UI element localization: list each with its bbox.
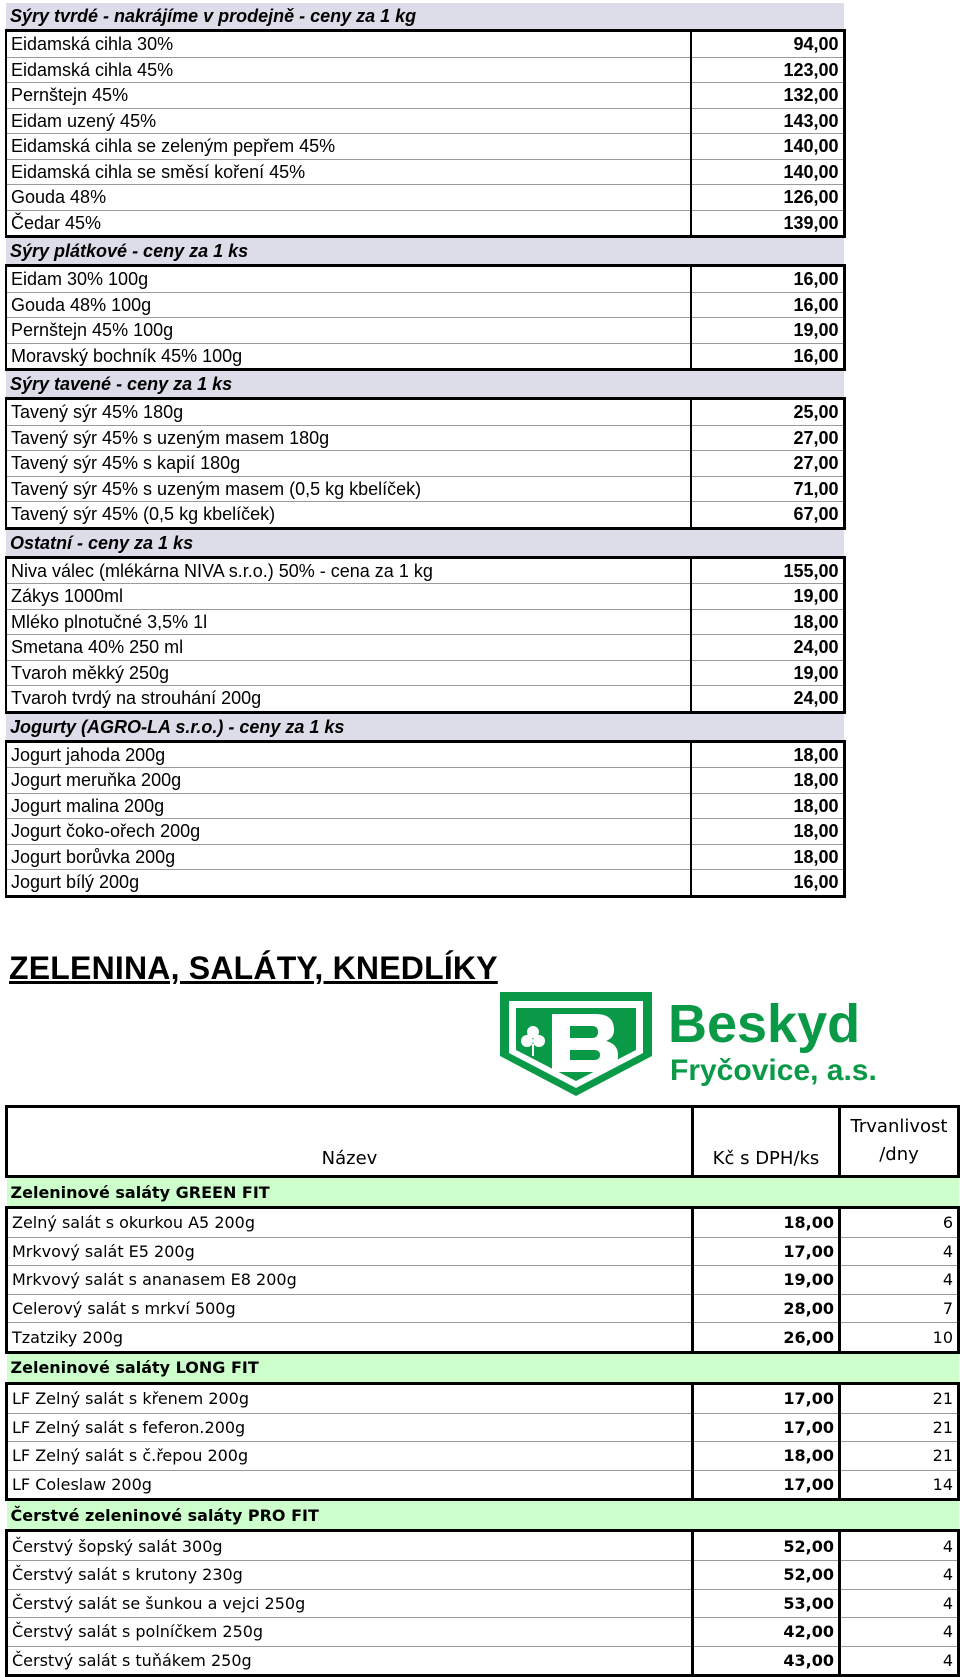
table-row [6,108,844,134]
category-row [7,1352,959,1383]
shelf-life-days: 4 [840,1589,959,1618]
product-name: Čerstvý salát se šunkou a vejci 250g [7,1589,693,1618]
shelf-life-days: 4 [840,1266,959,1295]
category-title: Čerstvé zeleninové saláty PRO FIT [7,1500,959,1531]
product-name: Čerstvý salát s krutony 230g [7,1560,693,1589]
shelf-life-days: 4 [840,1618,959,1647]
product-name: Zákys 1000ml [6,584,691,610]
table-row [6,57,844,83]
product-name: Tavený sýr 45% s kapií 180g [6,451,691,477]
table-row [6,292,844,318]
table-row [6,83,844,109]
product-name: LF Zelný salát s č.řepou 200g [7,1442,693,1471]
logo-sub-text: Fryčovice, a.s. [670,1054,877,1087]
product-name: Tvaroh tvrdý na strouhání 200g [6,686,691,713]
shelf-life-days: 21 [840,1442,959,1471]
table-row [6,584,844,610]
table-row [6,870,844,897]
product-price: 19,00 [693,1266,840,1295]
product-name: Eidam 30% 100g [6,266,691,293]
table-row [6,502,844,529]
category-title: Sýry plátkové - ceny za 1 ks [6,237,844,266]
product-price: 18,00 [691,768,844,794]
section-heading: ZELENINA, SALÁTY, KNEDLÍKY [9,950,498,986]
product-price: 28,00 [693,1294,840,1323]
table-row [6,31,844,58]
product-price: 155,00 [691,557,844,584]
shelf-life-days: 21 [840,1413,959,1442]
product-price: 52,00 [693,1560,840,1589]
table-row [7,1442,959,1471]
table-row [6,609,844,635]
header-price: Kč s DPH/ks [693,1107,840,1177]
table-row [6,399,844,426]
table-row [7,1237,959,1266]
shelf-life-days: 4 [840,1237,959,1266]
shelf-life-days: 6 [840,1208,959,1238]
product-price: 71,00 [691,476,844,502]
product-name: Čerstvý salát s polníčkem 250g [7,1618,693,1647]
product-price: 27,00 [691,425,844,451]
product-name: Eidamská cihla se zeleným pepřem 45% [6,134,691,160]
salad-table-header [7,1107,959,1177]
table-row [6,686,844,713]
logo-shield-icon [500,992,652,1096]
product-name: LF Zelný salát s křenem 200g [7,1383,693,1413]
table-row [7,1646,959,1676]
product-name: Jogurt malina 200g [6,793,691,819]
shelf-life-days: 4 [840,1646,959,1676]
table-row [7,1208,959,1238]
product-name: Čedar 45% [6,210,691,237]
product-name: Mrkvový salát s ananasem E8 200g [7,1266,693,1295]
product-price: 18,00 [693,1442,840,1471]
product-price: 52,00 [693,1531,840,1561]
product-name: Čerstvý salát s tuňákem 250g [7,1646,693,1676]
table-row [7,1560,959,1589]
product-price: 19,00 [691,660,844,686]
salad-price-table [5,1105,960,1677]
product-price: 19,00 [691,318,844,344]
product-price: 16,00 [691,343,844,370]
shelf-life-days: 4 [840,1560,959,1589]
product-name: Jogurt meruňka 200g [6,768,691,794]
category-row [6,528,844,557]
product-price: 94,00 [691,31,844,58]
product-price: 16,00 [691,292,844,318]
product-price: 132,00 [691,83,844,109]
product-name: Eidamská cihla 45% [6,57,691,83]
product-name: Tvaroh měkký 250g [6,660,691,686]
product-price: 17,00 [693,1413,840,1442]
product-price: 19,00 [691,584,844,610]
table-row [6,343,844,370]
table-row [6,819,844,845]
shelf-life-days: 21 [840,1383,959,1413]
product-name: Mléko plnotučné 3,5% 1l [6,609,691,635]
product-price: 17,00 [693,1237,840,1266]
category-title: Ostatní - ceny za 1 ks [6,528,844,557]
category-title: Sýry tvrdé - nakrájíme v prodejně - ceny za 1 kg [6,3,844,31]
product-price: 24,00 [691,635,844,661]
product-name: Tavený sýr 45% s uzeným masem 180g [6,425,691,451]
product-name: Pernštejn 45% 100g [6,318,691,344]
table-row [6,159,844,185]
header-shelf-line2: /dny [879,1144,919,1165]
product-name: Niva válec (mlékárna NIVA s.r.o.) 50% - cena za 1 kg [6,557,691,584]
table-row [6,741,844,768]
product-name: Eidam uzený 45% [6,108,691,134]
table-row [6,425,844,451]
table-row [6,660,844,686]
product-name: Tavený sýr 45% 180g [6,399,691,426]
table-row [6,793,844,819]
product-name: LF Coleslaw 200g [7,1470,693,1500]
category-title: Jogurty (AGRO-LA s.r.o.) - ceny za 1 ks [6,712,844,741]
header-shelf-life [840,1107,959,1177]
product-price: 140,00 [691,159,844,185]
dairy-price-table [5,3,846,898]
table-row [7,1294,959,1323]
shelf-life-days: 7 [840,1294,959,1323]
table-row [7,1413,959,1442]
table-row [6,557,844,584]
table-row [6,266,844,293]
product-price: 43,00 [693,1646,840,1676]
table-row [6,185,844,211]
product-name: Tavený sýr 45% s uzeným masem (0,5 kg kbelíček) [6,476,691,502]
product-price: 42,00 [693,1618,840,1647]
product-price: 139,00 [691,210,844,237]
table-row [6,476,844,502]
table-row [7,1589,959,1618]
product-name: Gouda 48% [6,185,691,211]
category-row [7,1500,959,1531]
product-price: 24,00 [691,686,844,713]
product-name: Eidamská cihla se směsí koření 45% [6,159,691,185]
category-row [7,1177,959,1208]
table-row [6,451,844,477]
product-price: 17,00 [693,1383,840,1413]
product-price: 18,00 [691,819,844,845]
category-row [6,237,844,266]
category-row [6,712,844,741]
product-name: Zelný salát s okurkou A5 200g [7,1208,693,1238]
product-name: Moravský bochník 45% 100g [6,343,691,370]
shelf-life-days: 4 [840,1531,959,1561]
table-row [6,768,844,794]
product-price: 26,00 [693,1323,840,1353]
category-title: Zeleninové saláty GREEN FIT [7,1177,959,1208]
category-title: Zeleninové saláty LONG FIT [7,1352,959,1383]
product-price: 27,00 [691,451,844,477]
product-name: Tavený sýr 45% (0,5 kg kbelíček) [6,502,691,529]
product-price: 18,00 [691,609,844,635]
product-name: Jogurt borůvka 200g [6,844,691,870]
header-shelf-line1: Trvanlivost [850,1116,948,1137]
table-row [7,1618,959,1647]
table-row [6,134,844,160]
table-row [7,1383,959,1413]
shelf-life-days: 10 [840,1323,959,1353]
product-name: Celerový salát s mrkví 500g [7,1294,693,1323]
product-price: 25,00 [691,399,844,426]
category-row [6,3,844,31]
product-price: 17,00 [693,1470,840,1500]
product-name: LF Zelný salát s feferon.200g [7,1413,693,1442]
table-row [7,1470,959,1500]
product-price: 18,00 [693,1208,840,1238]
product-name: Smetana 40% 250 ml [6,635,691,661]
beskyd-logo [500,992,940,1096]
product-price: 53,00 [693,1589,840,1618]
category-title: Sýry tavené - ceny za 1 ks [6,370,844,399]
table-row [6,318,844,344]
product-name: Čerstvý šopský salát 300g [7,1531,693,1561]
table-row [6,844,844,870]
table-row [7,1323,959,1353]
product-name: Tzatziky 200g [7,1323,693,1353]
product-price: 67,00 [691,502,844,529]
table-row [7,1266,959,1295]
product-price: 18,00 [691,741,844,768]
category-row [6,370,844,399]
header-name: Název [7,1107,693,1177]
product-name: Jogurt čoko-ořech 200g [6,819,691,845]
product-name: Pernštejn 45% [6,83,691,109]
table-row [6,210,844,237]
product-name: Jogurt jahoda 200g [6,741,691,768]
product-name: Eidamská cihla 30% [6,31,691,58]
logo-brand-text: Beskyd [668,994,861,1054]
product-price: 140,00 [691,134,844,160]
product-name: Mrkvový salát E5 200g [7,1237,693,1266]
product-price: 18,00 [691,793,844,819]
product-price: 126,00 [691,185,844,211]
table-row [7,1531,959,1561]
product-price: 123,00 [691,57,844,83]
product-name: Gouda 48% 100g [6,292,691,318]
product-price: 18,00 [691,844,844,870]
shelf-life-days: 14 [840,1470,959,1500]
table-row [6,635,844,661]
product-price: 16,00 [691,870,844,897]
product-name: Jogurt bílý 200g [6,870,691,897]
product-price: 143,00 [691,108,844,134]
product-price: 16,00 [691,266,844,293]
